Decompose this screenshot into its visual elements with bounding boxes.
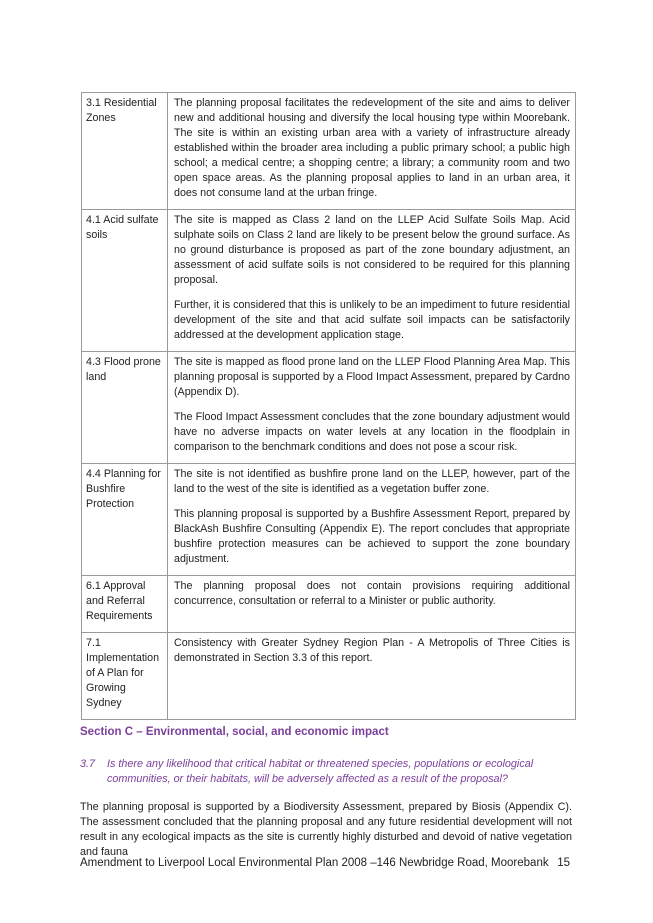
page-footer xyxy=(80,857,572,869)
direction-comment xyxy=(168,576,576,633)
comment-paragraph: Consistency with Greater Sydney Region Plan - A Metropolis of Three Cities is demonstrated in Section 3.3 of this report. xyxy=(174,637,570,664)
question-item xyxy=(80,757,576,787)
comment-paragraph: The site is mapped as Class 2 land on the LLEP Acid Sulfate Soils Map. Acid sulphate soils on Class 2 land are likely to be present below the ground surface. As no ground disturbance is proposed as part of the zone boundary adjustment, an assessment of acid sulfate soils is not considered to be required for this planning proposal. xyxy=(174,214,570,286)
direction-comment xyxy=(168,352,576,464)
comment-paragraph: The site is mapped as flood prone land on the LLEP Flood Planning Area Map. This planning proposal is supported by a Flood Impact Assessment, prepared by Cardno (Appendix D). xyxy=(174,356,570,398)
comment-paragraph: The Flood Impact Assessment concludes that the zone boundary adjustment would have no adverse impacts on water levels at any location in the floodplain in comparison to the benchmark conditions and does not pose a scour risk. xyxy=(174,411,570,453)
question-number: 3.7 xyxy=(80,758,96,770)
direction-label: 7.1 Implementation of A Plan for Growing Sydney xyxy=(82,633,168,720)
table-row xyxy=(82,576,576,633)
comment-paragraph: The planning proposal does not contain provisions requiring additional concurrence, consultation or referral to a Minister or public authority. xyxy=(174,580,570,607)
direction-comment xyxy=(168,633,576,720)
directions-table-body xyxy=(82,93,576,720)
page-number: 15 xyxy=(557,857,570,869)
table-row xyxy=(82,210,576,352)
comment-paragraph: Further, it is considered that this is unlikely to be an impediment to future residential development of the site and that acid sulfate soil impacts can be satisfactorily addressed at the development application stage. xyxy=(174,299,570,341)
table-row xyxy=(82,633,576,720)
direction-label: 4.4 Planning for Bushfire Protection xyxy=(82,464,168,576)
direction-comment xyxy=(168,210,576,352)
body-paragraph: The planning proposal is supported by a Biodiversity Assessment, prepared by Biosis (Appendix C). The assessment concluded that the planning proposal and any future residential development will not result in any ecological impacts as the site is currently highly disturbed and devoid of native vegetation and fauna xyxy=(80,801,572,858)
directions-table xyxy=(81,92,576,720)
direction-label: 6.1 Approval and Referral Requirements xyxy=(82,576,168,633)
direction-label: 3.1 Residential Zones xyxy=(82,93,168,210)
comment-paragraph: This planning proposal is supported by a Bushfire Assessment Report, prepared by BlackAsh Bushfire Consulting (Appendix E). The report concludes that appropriate bushfire protection measures can be achieved to support the zone boundary adjustment. xyxy=(174,508,570,565)
direction-comment xyxy=(168,93,576,210)
footer-title: Amendment to Liverpool Local Environmental Plan 2008 –146 Newbridge Road, Moorebank xyxy=(80,857,549,869)
direction-label: 4.3 Flood prone land xyxy=(82,352,168,464)
direction-comment xyxy=(168,464,576,576)
table-row xyxy=(82,352,576,464)
table-row xyxy=(82,464,576,576)
direction-label: 4.1 Acid sulfate soils xyxy=(82,210,168,352)
comment-paragraph: The site is not identified as bushfire prone land on the LLEP, however, part of the land to the west of the site is identified as a vegetation buffer zone. xyxy=(174,468,570,495)
table-row xyxy=(82,93,576,210)
question-text: Is there any likelihood that critical habitat or threatened species, populations or ecological communities, or their habitats, will be adversely affected as a result of the proposal? xyxy=(107,758,534,785)
section-heading: Section C – Environmental, social, and economic impact xyxy=(80,726,389,738)
comment-paragraph: The planning proposal facilitates the redevelopment of the site and aims to deliver new and additional housing and diversify the local housing type within Moorebank. The site is within an existing urban area with a variety of infrastructure already established within the broader area including a public primary school; a public high school; a medical centre; a shopping centre; a library; a community room and two open space areas. As the planning proposal applies to land in an urban area, it does not consume land at the urban fringe. xyxy=(174,97,570,199)
